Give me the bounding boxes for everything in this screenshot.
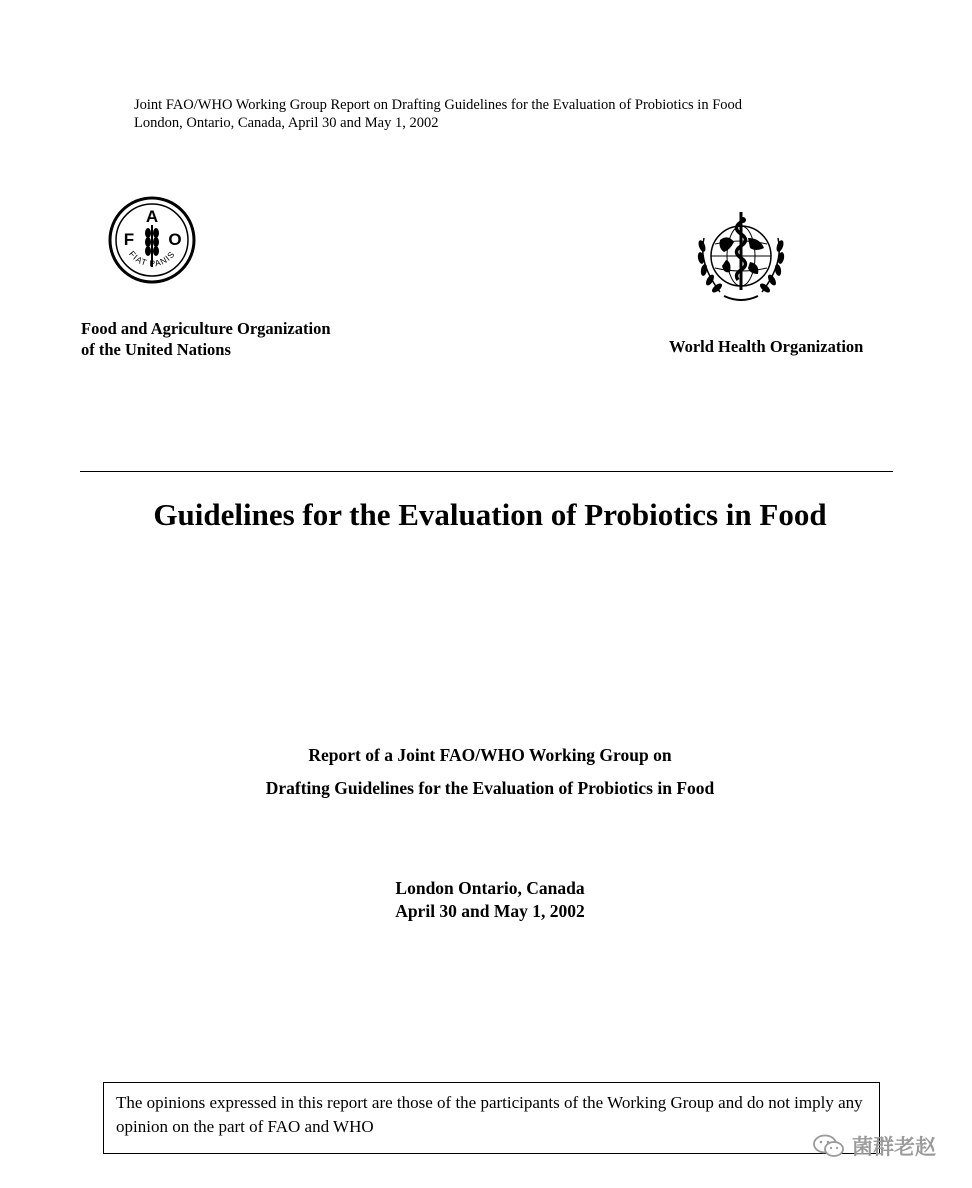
- who-name: World Health Organization: [669, 337, 864, 356]
- running-header-line-1: Joint FAO/WHO Working Group Report on Drafting Guidelines for the Evaluation of Probiotics in Food: [134, 97, 743, 113]
- fao-name-line-2: of the United Nations: [81, 340, 231, 359]
- disclaimer-text: The opinions expressed in this report are those of the participants of the Working Group and do not imply any opinion on the part of FAO and WHO: [116, 1093, 863, 1136]
- svg-text:A: A: [145, 207, 159, 226]
- document-title: Guidelines for the Evaluation of Probiotics in Food: [153, 497, 827, 532]
- fao-emblem-icon: [107, 195, 197, 285]
- meeting-location: London Ontario, Canada: [395, 878, 585, 898]
- who-emblem-icon: [690, 208, 792, 308]
- fao-name-line-1: Food and Agriculture Organization: [81, 319, 331, 338]
- subtitle-line-2: Drafting Guidelines for the Evaluation of Probiotics in Food: [265, 778, 715, 798]
- watermark-text: 菌群老赵: [852, 1135, 936, 1159]
- watermark: [812, 1130, 962, 1162]
- svg-text:F: F: [123, 230, 135, 249]
- wechat-icon: [812, 1134, 846, 1158]
- svg-text:FIAT PANIS: FIAT PANIS: [126, 248, 178, 269]
- svg-text:O: O: [168, 230, 182, 249]
- disclaimer-box: [103, 1082, 880, 1154]
- running-header-line-2: London, Ontario, Canada, April 30 and May 1, 2002: [134, 115, 439, 131]
- horizontal-divider: [80, 471, 893, 472]
- meeting-dates: April 30 and May 1, 2002: [395, 901, 585, 921]
- subtitle-line-1: Report of a Joint FAO/WHO Working Group on: [308, 745, 672, 765]
